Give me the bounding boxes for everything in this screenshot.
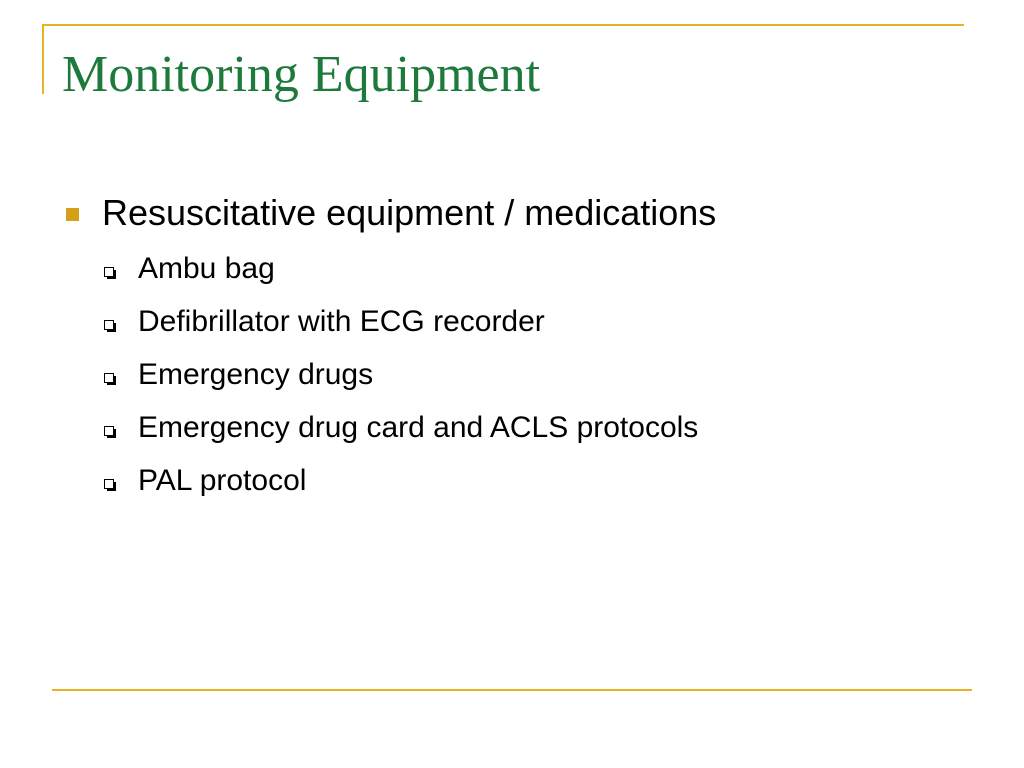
slide-title: Monitoring Equipment xyxy=(62,46,541,103)
bottom-accent-rule xyxy=(52,689,972,691)
hollow-square-bullet-icon xyxy=(104,479,114,489)
sub-bullet-text: Emergency drugs xyxy=(138,357,374,391)
hollow-square-bullet-icon xyxy=(104,426,114,436)
square-bullet-icon xyxy=(66,208,79,221)
hollow-square-bullet-icon xyxy=(104,320,114,330)
top-accent-rule xyxy=(42,24,964,26)
sub-bullet-item xyxy=(62,348,962,401)
sub-bullet-item xyxy=(62,242,962,295)
sub-bullet-text: Ambu bag xyxy=(138,251,275,285)
hollow-square-bullet-icon xyxy=(104,267,114,277)
left-accent-rule xyxy=(42,24,44,94)
sub-bullet-item xyxy=(62,295,962,348)
bullet-item-level1 xyxy=(62,188,962,238)
sub-bullet-text: Emergency drug card and ACLS protocols xyxy=(138,410,699,444)
sub-bullet-text: Defibrillator with ECG recorder xyxy=(138,304,545,338)
bullet-list xyxy=(62,188,962,507)
sub-bullet-item xyxy=(62,401,962,454)
bullet-text: Resuscitative equipment / medications xyxy=(102,192,717,233)
hollow-square-bullet-icon xyxy=(104,373,114,383)
sub-bullet-list xyxy=(62,242,962,507)
sub-bullet-item xyxy=(62,454,962,507)
sub-bullet-text: PAL protocol xyxy=(138,463,307,497)
